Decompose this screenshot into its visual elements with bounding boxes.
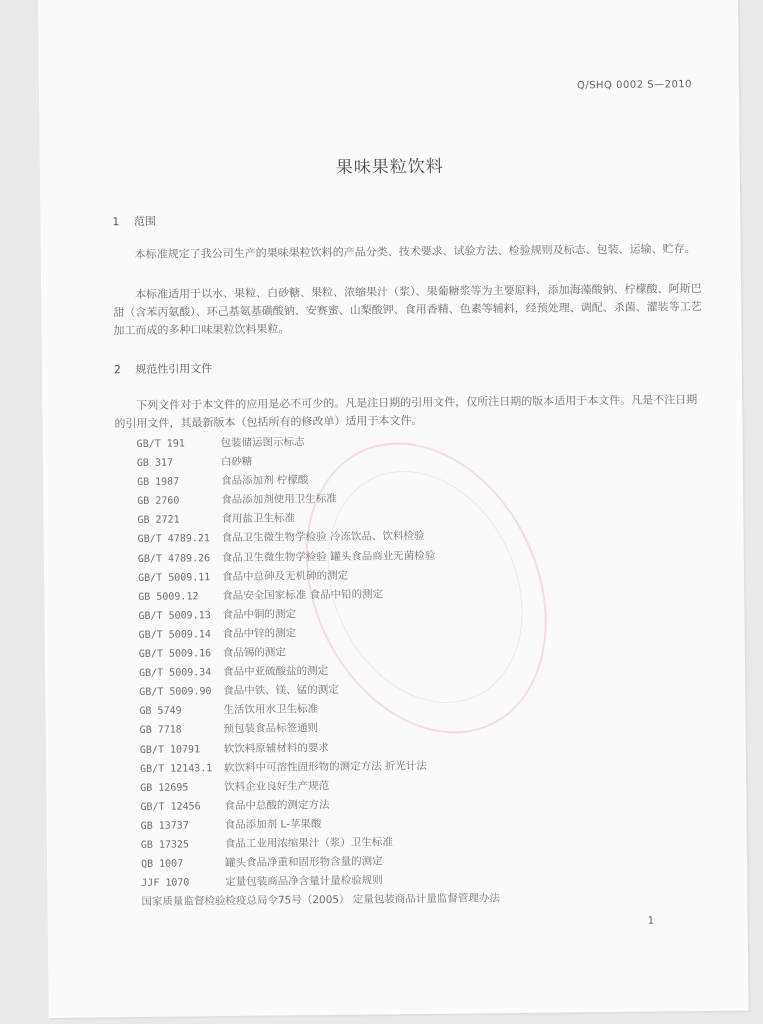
reference-code: GB 2760 [137, 495, 180, 508]
reference-code: GB 1987 [137, 476, 180, 489]
reference-name: 食品中亚硫酸盐的测定 [222, 665, 329, 679]
section-title: 规范性引用文件 [135, 362, 213, 377]
section-title: 范围 [133, 214, 156, 229]
reference-name: 食品中铁、镁、锰的测定 [223, 684, 339, 698]
reference-code: GB/T 12456 [140, 801, 201, 813]
reference-name: 定量包装商品净含量计量检验规则 [225, 874, 383, 889]
document-page [38, 0, 749, 1018]
reference-name: 食品添加剂使用卫生标准 [221, 493, 337, 507]
reference-name: 食品中总酸的测定方法 [224, 798, 330, 812]
reference-name: 软饮料中可溶性固形物的测定方法 折光计法 [223, 759, 427, 774]
reference-list [137, 431, 500, 911]
reference-name: 食品中锌的测定 [222, 627, 297, 641]
section-number: 1 [112, 215, 120, 229]
reference-code: GB/T 5009.13 [138, 610, 211, 622]
reference-name: 软饮料原辅材料的要求 [223, 741, 329, 755]
standard-code: Q/SHQ 0002 S—2010 [576, 79, 693, 92]
reference-code: GB/T 5009.34 [139, 667, 212, 680]
reference-name: 食品锡的测定 [222, 646, 286, 660]
reference-name: 预包装食品标签通则 [223, 722, 319, 736]
reference-code: GB/T 5009.11 [138, 571, 211, 584]
reference-code: GB 17325 [140, 839, 190, 851]
reference-code: GB 12695 [140, 782, 189, 794]
reference-name: 食品工业用浓缩果汁（浆）卫生标准 [224, 836, 393, 851]
reference-name: 食品添加剂 L-苹果酸 [224, 817, 322, 831]
reference-code: GB/T 10791 [139, 743, 201, 756]
reference-name: 饮料企业良好生产规范 [224, 779, 330, 793]
reference-name: 罐头食品净重和固形物含量的测定 [224, 855, 383, 870]
reference-code: QB 1007 [141, 858, 184, 871]
reference-code: GB 317 [136, 457, 174, 470]
reference-name: 食品卫生微生物学检验 罐头食品商业无菌检验 [221, 549, 436, 564]
reference-name: 包装储运图示标志 [220, 436, 305, 450]
reference-code: GB/T 5009.14 [138, 629, 211, 641]
reference-code: GB 7718 [139, 724, 182, 737]
reference-item-last [141, 889, 500, 911]
scope-paragraph-2: 本标准适用于以水、果粒、白砂糖、果粒、浓缩果汁（浆）、果葡糖浆等为主要原料，添加海藻酸钠、柠檬酸、阿斯巴甜（含苯丙氨酸）、环己基氨基磺酸钠、安赛蜜、山梨酸钾、食用香精、色素等辅料，经预处理、调配、杀菌、灌装等工艺加工而成的多种口味果粒饮料果粒。 [113, 282, 702, 338]
reference-code: GB/T 5009.90 [139, 686, 212, 699]
reference-code: GB 5009.12 [138, 591, 199, 603]
references-intro: 下列文件对于本文件的应用是必不可少的。凡是注日期的引用文件，仅所注日期的版本适用于本文件。凡是不注日期的引用文件，其最新版本（包括所有的修改单）适用于本文件。 [114, 393, 698, 431]
document-title: 果味果粒饮料 [335, 156, 444, 178]
reference-code: GB 2721 [137, 514, 180, 527]
page-number: 1 [647, 915, 655, 927]
reference-name: 食用盐卫生标准 [221, 512, 296, 526]
scope-paragraph-1: 本标准规定了我公司生产的果味果粒饮料的产品分类、技术要求、试验方法、检验规则及标志、包装、运输、贮存。 [134, 242, 696, 262]
section-references-heading [114, 360, 213, 377]
reference-name: 食品中铜的测定 [222, 608, 297, 621]
section-number: 2 [113, 363, 121, 377]
reference-name: 食品添加剂 柠檬酸 [220, 474, 309, 488]
reference-name: 生活饮用水卫生标准 [223, 703, 319, 717]
section-scope-heading [112, 213, 156, 229]
reference-name: 食品中总砷及无机砷的测定 [221, 569, 349, 583]
reference-code: GB 5749 [139, 705, 182, 718]
reference-full-text: 国家质量监督检验检疫总局令75号（2005） 定量包装商品计量监督管理办法 [141, 892, 500, 909]
reference-name: 食品安全国家标准 食品中铅的测定 [222, 588, 384, 602]
reference-code: GB/T 12143.1 [140, 762, 213, 775]
reference-name: 白砂糖 [220, 455, 253, 469]
reference-code: JJF 1070 [141, 877, 190, 890]
reference-code: GB/T 5009.16 [138, 648, 212, 661]
reference-code: GB/T 4789.21 [137, 533, 210, 546]
reference-code: GB/T 4789.26 [137, 552, 211, 565]
reference-code: GB/T 191 [136, 438, 185, 450]
reference-name: 食品卫生微生物学检验 冷冻饮品、饮料检验 [221, 530, 425, 545]
reference-code: GB 13737 [140, 820, 189, 832]
